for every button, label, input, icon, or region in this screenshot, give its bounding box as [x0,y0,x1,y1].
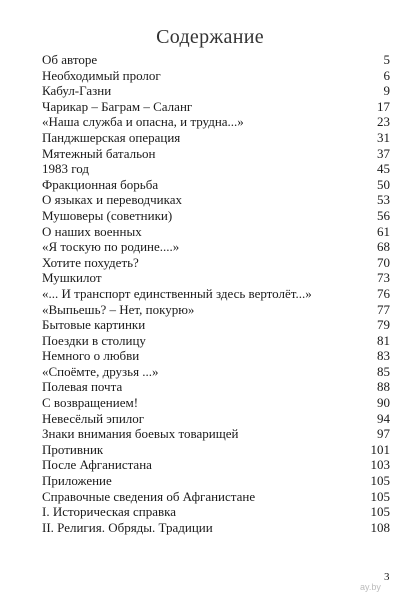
toc-entry-title: Чарикар – Баграм – Саланг [42,98,193,114]
toc-entry-title: Об авторе [42,52,98,67]
toc-entry-page: 61 [377,223,390,239]
toc-entry-page: 37 [377,145,390,161]
toc-entry-title: Фракционная борьба [42,176,159,192]
toc-entry [42,99,390,115]
toc-entry-page: 9 [383,83,390,99]
toc-entry-title: О наших военных [42,223,142,239]
toc-entry-title: Справочные сведения об Афганистане [42,488,256,504]
toc-entry-title: «Выпьешь? – Нет, покурю» [42,301,195,317]
toc-entry [42,442,390,458]
toc-entry [42,192,390,208]
toc-entry-page: 73 [377,270,390,286]
toc-entry-title: С возвращением! [42,395,139,411]
toc-entry-title: Кабул-Газни [42,83,112,99]
toc-entry-title: Невесёлый эпилог [42,410,145,426]
toc-entry-page: 56 [377,207,390,223]
toc-entry-page: 6 [383,67,390,83]
toc-entry-title: Необходимый пролог [42,67,161,83]
toc-entry-title: I. Историческая справка [42,504,176,520]
toc-entry [42,83,390,99]
toc-entry-title: 1983 год [42,161,89,177]
toc-entry-title: Поездки в столицу [42,332,146,348]
toc-entry-title: «Я тоскую по родине....» [42,239,180,255]
toc-entry [42,473,390,489]
toc-entry-page: 105 [370,488,390,504]
toc-entry-title: Бытовые картинки [42,317,146,333]
toc-entry [42,208,390,224]
toc-entry [42,504,390,520]
toc-entry-title: II. Религия. Обряды. Традиции [42,519,213,535]
toc-entry-page: 31 [377,129,390,145]
toc-entry [42,302,390,318]
page-title: Содержание [156,26,264,48]
toc-entry [42,68,390,84]
toc-entry [42,426,390,442]
toc-entry-page: 90 [377,395,390,411]
toc-entry-title: «Наша служба и опасна, и трудна...» [42,114,244,130]
toc-entry-title: Полевая почта [42,379,123,395]
toc-entry [42,177,390,193]
toc-entry-page: 85 [377,363,390,379]
toc-entry [42,161,390,177]
toc-entry [42,255,390,271]
watermark: ay.by [360,582,381,592]
toc-entry [42,317,390,333]
toc-entry [42,286,390,302]
toc-entry-page: 23 [377,114,390,130]
toc-entry [42,270,390,286]
toc-entry-page: 45 [377,161,390,177]
toc-entry-page: 81 [377,332,390,348]
toc-entry-page: 76 [377,285,390,301]
toc-entry-page: 103 [370,457,390,473]
toc-entry-title: Приложение [42,473,112,489]
toc-entry [42,520,390,536]
toc-entry-page: 5 [383,52,390,67]
toc-entry-page: 79 [377,317,390,333]
toc-entry-page: 68 [377,239,390,255]
toc-entry-page: 108 [370,519,390,535]
toc-entry-title: Мушоверы (советники) [42,207,173,223]
toc-entry [42,379,390,395]
toc-entry-page: 77 [377,301,390,317]
toc-entry-title: «... И транспорт единственный здесь вертолёт...» [42,285,312,301]
toc-entry [42,395,390,411]
toc-entry-title: Немного о любви [42,348,140,364]
toc-entry-title: Знаки внимания боевых товарищей [42,426,239,442]
toc-entry-page: 88 [377,379,390,395]
toc-entry-page: 70 [377,254,390,270]
toc-entry [42,489,390,505]
toc-entry-title: Противник [42,441,104,457]
toc-entry [42,239,390,255]
toc-entry [42,364,390,380]
toc-entry-page: 105 [370,473,390,489]
toc-entry-title: Мятежный батальон [42,145,156,161]
toc-entry-page: 105 [370,504,390,520]
toc-entry-title: «Споёмте, друзья ...» [42,363,159,379]
toc-entry [42,411,390,427]
toc-entry-page: 17 [377,98,390,114]
toc-entry [42,457,390,473]
toc-entry-title: Хотите похудеть? [42,254,139,270]
toc-entry-page: 94 [377,410,390,426]
page-number: 3 [384,571,390,583]
toc-entry-page: 53 [377,192,390,208]
toc-entry [42,146,390,162]
toc-entry-page: 83 [377,348,390,364]
toc-entry-title: Мушкилот [42,270,102,286]
toc-entry-title: О языках и переводчиках [42,192,183,208]
table-of-contents [42,52,390,535]
toc-entry-page: 50 [377,176,390,192]
toc-entry-page: 97 [377,426,390,442]
toc-entry-page: 101 [370,441,390,457]
toc-entry [42,52,390,68]
toc-entry [42,348,390,364]
toc-entry-title: После Афганистана [42,457,152,473]
toc-entry-title: Панджшерская операция [42,129,181,145]
toc-entry [42,224,390,240]
toc-entry [42,130,390,146]
toc-entry [42,333,390,349]
toc-entry [42,114,390,130]
